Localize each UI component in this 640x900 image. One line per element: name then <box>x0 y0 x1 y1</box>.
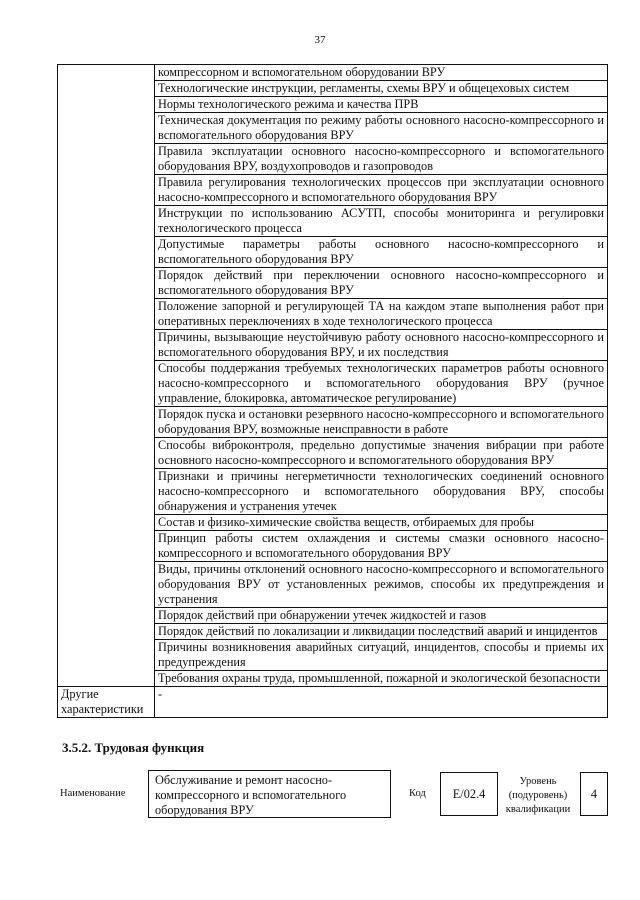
function-name-field: Обслуживание и ремонт насосно-компрессорного и вспомогательного оборудования ВРУ <box>148 770 391 818</box>
section-title: 3.5.2. Трудовая функция <box>62 740 205 755</box>
knowledge-item: Правила эксплуатации основного насосно-компрессорного и вспомогательного оборудования ВРУ, воздухопроводов и газопроводов <box>155 144 608 175</box>
knowledge-item: Причины возникновения аварийных ситуаций, инцидентов, способы и приемы их предупреждения <box>155 640 608 671</box>
knowledge-item: Принцип работы систем охлаждения и системы смазки основного насосно-компрессорного и вспомогательного оборудования ВРУ <box>155 531 608 562</box>
table-row <box>58 65 608 81</box>
knowledge-item: Порядок пуска и остановки резервного насосно-компрессорного и вспомогательного оборудования ВРУ, возможные неисправности в работе <box>155 407 608 438</box>
knowledge-table <box>57 64 608 718</box>
knowledge-item: Нормы технологического режима и качества ПРВ <box>155 97 608 113</box>
knowledge-item: Допустимые параметры работы основного насосно-компрессорного и вспомогательного оборудования ВРУ <box>155 237 608 268</box>
knowledge-item: Виды, причины отклонений основного насосно-компрессорного и вспомогательного оборудования ВРУ от установленных режимов, способы их предупреждения и устранения <box>155 562 608 608</box>
row-header-cell-empty <box>58 65 155 687</box>
knowledge-item: Причины, вызывающие неустойчивую работу основного насосно-компрессорного и вспомогательного оборудования ВРУ, и их последствия <box>155 330 608 361</box>
knowledge-item: Способы виброконтроля, предельно допустимые значения вибрации при работе основного насосно-компрессорного и вспомогательного оборудования ВРУ <box>155 438 608 469</box>
name-label: Наименование <box>60 788 126 799</box>
knowledge-item: Порядок действий по локализации и ликвидации последствий аварий и инцидентов <box>155 624 608 640</box>
knowledge-item: Способы поддержания требуемых технологических параметров работы основного насосно-компрессорного и вспомогательного оборудования ВРУ (ручное управление, блокировка, автоматическое регулирование) <box>155 361 608 407</box>
knowledge-item: Инструкции по использованию АСУТП, способы мониторинга и регулировки технологического процесса <box>155 206 608 237</box>
other-characteristics-value: - <box>155 687 608 718</box>
knowledge-item: компрессорном и вспомогательном оборудовании ВРУ <box>155 65 608 81</box>
knowledge-item: Порядок действий при переключении основного насосно-компрессорного и вспомогательного оборудования ВРУ <box>155 268 608 299</box>
knowledge-item: Состав и физико-химические свойства веществ, отбираемых для пробы <box>155 515 608 531</box>
knowledge-item: Положение запорной и регулирующей ТА на каждом этапе выполнения работ при оперативных переключениях в ходе технологического процесса <box>155 299 608 330</box>
knowledge-table-body <box>58 65 608 718</box>
table-row-other <box>58 687 608 718</box>
knowledge-item: Признаки и причины негерметичности технологических соединений основного насосно-компрессорного и вспомогательного оборудования ВРУ, способы обнаружения и устранения утечек <box>155 469 608 515</box>
knowledge-item: Техническая документация по режиму работы основного насосно-компрессорного и вспомогательного оборудования ВРУ <box>155 113 608 144</box>
code-field: E/02.4 <box>440 772 498 816</box>
knowledge-item: Технологические инструкции, регламенты, схемы ВРУ и общецеховых систем <box>155 81 608 97</box>
qualification-level-label: Уровень (подуровень) квалификации <box>505 776 571 815</box>
knowledge-item: Порядок действий при обнаружении утечек жидкостей и газов <box>155 608 608 624</box>
code-label: Код <box>409 788 426 799</box>
knowledge-item: Требования охраны труда, промышленной, пожарной и экологической безопасности <box>155 671 608 687</box>
other-characteristics-label: Другие характеристики <box>58 687 155 718</box>
page-number: 37 <box>314 34 326 46</box>
qualification-level-field: 4 <box>580 772 608 816</box>
knowledge-item: Правила регулирования технологических процессов при эксплуатации основного насосно-компрессорного и вспомогательного оборудования ВРУ <box>155 175 608 206</box>
